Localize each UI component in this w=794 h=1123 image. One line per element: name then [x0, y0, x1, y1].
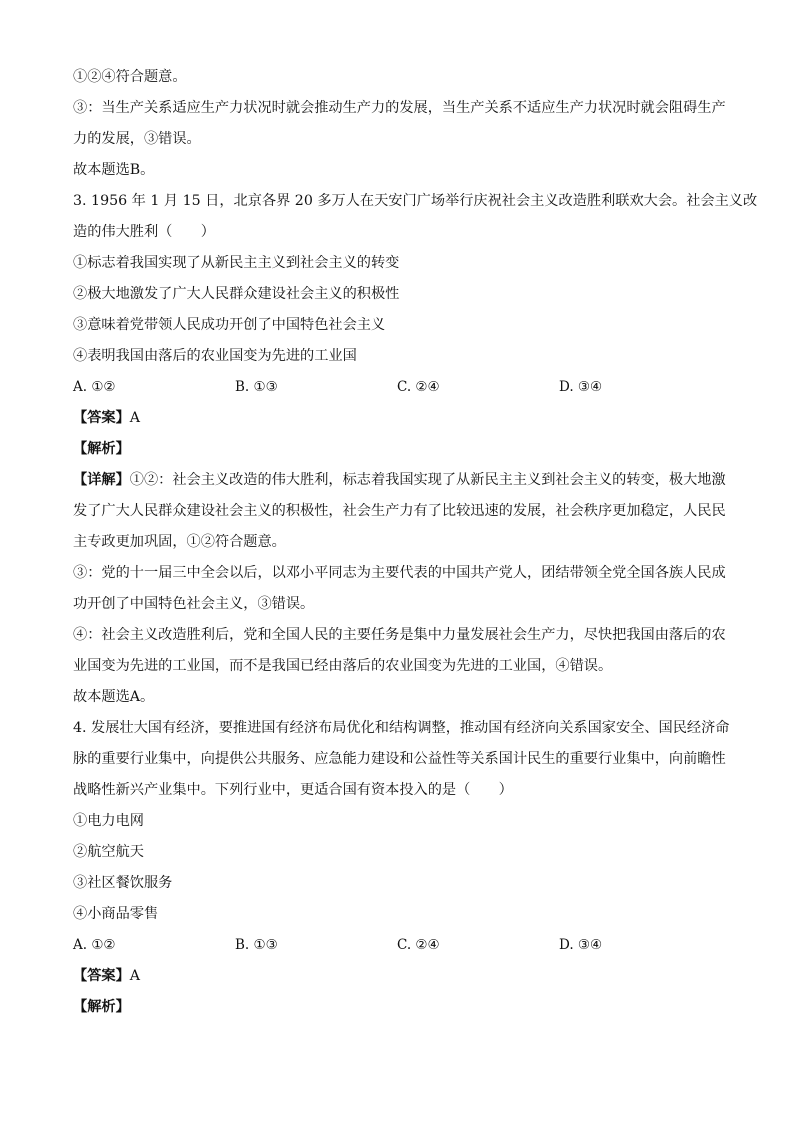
q3-detail	[73, 465, 726, 496]
q4-options	[73, 930, 723, 961]
q3-option-a: A. ①②	[73, 379, 116, 395]
q3-detail: ③：党的十一届三中全会以后，以邓小平同志为主要代表的中国共产党人，团结带领全党全国各族人民成	[73, 565, 726, 581]
q4-stem: 战略性新兴产业集中。下列行业中，更适合国有资本投入的是（ ）	[73, 782, 513, 798]
q2-conclusion: 故本题选B。	[73, 162, 155, 178]
q3-detail: 主专政更加巩固，①②符合题意。	[73, 534, 286, 550]
detail-text: ①②：社会主义改造的伟大胜利，标志着我国实现了从新民主主义到社会主义的转变，极大地激	[129, 472, 726, 488]
q3-option-d: D. ③④	[559, 379, 603, 395]
answer-value: A	[129, 410, 141, 426]
answer-tag: 【答案】	[73, 968, 130, 984]
q2-tail-line: 力的发展，③错误。	[73, 131, 201, 147]
q4-item: ②航空航天	[73, 844, 144, 860]
q3-item: ④表明我国由落后的农业国变为先进的工业国	[73, 348, 357, 364]
q4-answer	[73, 961, 723, 992]
q3-answer	[73, 403, 723, 434]
q4-item: ③社区餐饮服务	[73, 875, 173, 891]
analysis-tag: 【解析】	[73, 441, 130, 457]
detail-tag: 【详解】	[73, 472, 130, 488]
q2-tail-line: ③：当生产关系适应生产力状况时就会推动生产力的发展，当生产关系不适应生产力状况时就会阻碍生产	[73, 100, 726, 116]
q3-conclusion: 故本题选A。	[73, 689, 155, 705]
q3-options	[73, 372, 723, 403]
q3-detail: 发了广大人民群众建设社会主义的积极性，社会生产力有了比较迅速的发展，社会秩序更加稳定，人民民	[73, 503, 726, 519]
q4-stem: 脉的重要行业集中，向提供公共服务、应急能力建设和公益性等关系国计民生的重要行业集中，向前瞻性	[73, 751, 726, 767]
answer-value: A	[129, 968, 141, 984]
q3-option-c: C. ②④	[397, 379, 440, 395]
q4-option-b: B. ①③	[235, 937, 278, 953]
q3-item: ②极大地激发了广大人民群众建设社会主义的积极性	[73, 286, 400, 302]
q3-detail: 业国变为先进的工业国，而不是我国已经由落后的农业国变为先进的工业国，④错误。	[73, 658, 613, 674]
q4-option-c: C. ②④	[397, 937, 440, 953]
q3-item: ①标志着我国实现了从新民主主义到社会主义的转变	[73, 255, 400, 271]
q3-option-b: B. ①③	[235, 379, 278, 395]
q3-detail: 功开创了中国特色社会主义，③错误。	[73, 596, 315, 612]
q4-option-a: A. ①②	[73, 937, 116, 953]
document-page	[73, 62, 758, 1023]
q4-item: ①电力电网	[73, 813, 144, 829]
q2-tail-line: ①②④符合题意。	[73, 69, 187, 85]
q4-option-d: D. ③④	[559, 937, 603, 953]
q4-stem: 4. 发展壮大国有经济，要推进国有经济布局优化和结构调整，推动国有经济向关系国家安全、国民经济命	[73, 720, 730, 736]
q3-stem: 造的伟大胜利（ ）	[73, 224, 215, 240]
q4-item: ④小商品零售	[73, 906, 159, 922]
q3-detail: ④：社会主义改造胜利后，党和全国人民的主要任务是集中力量发展社会生产力，尽快把我国由落后的农	[73, 627, 726, 643]
q3-item: ③意味着党带领人民成功开创了中国特色社会主义	[73, 317, 386, 333]
q3-stem: 3. 1956 年 1 月 15 日，北京各界 20 多万人在天安门广场举行庆祝社会主义改造胜利联欢大会。社会主义改	[73, 193, 758, 209]
answer-tag: 【答案】	[73, 410, 130, 426]
analysis-tag: 【解析】	[73, 999, 130, 1015]
q3-analysis-heading	[73, 434, 723, 465]
q4-analysis-heading	[73, 992, 723, 1023]
